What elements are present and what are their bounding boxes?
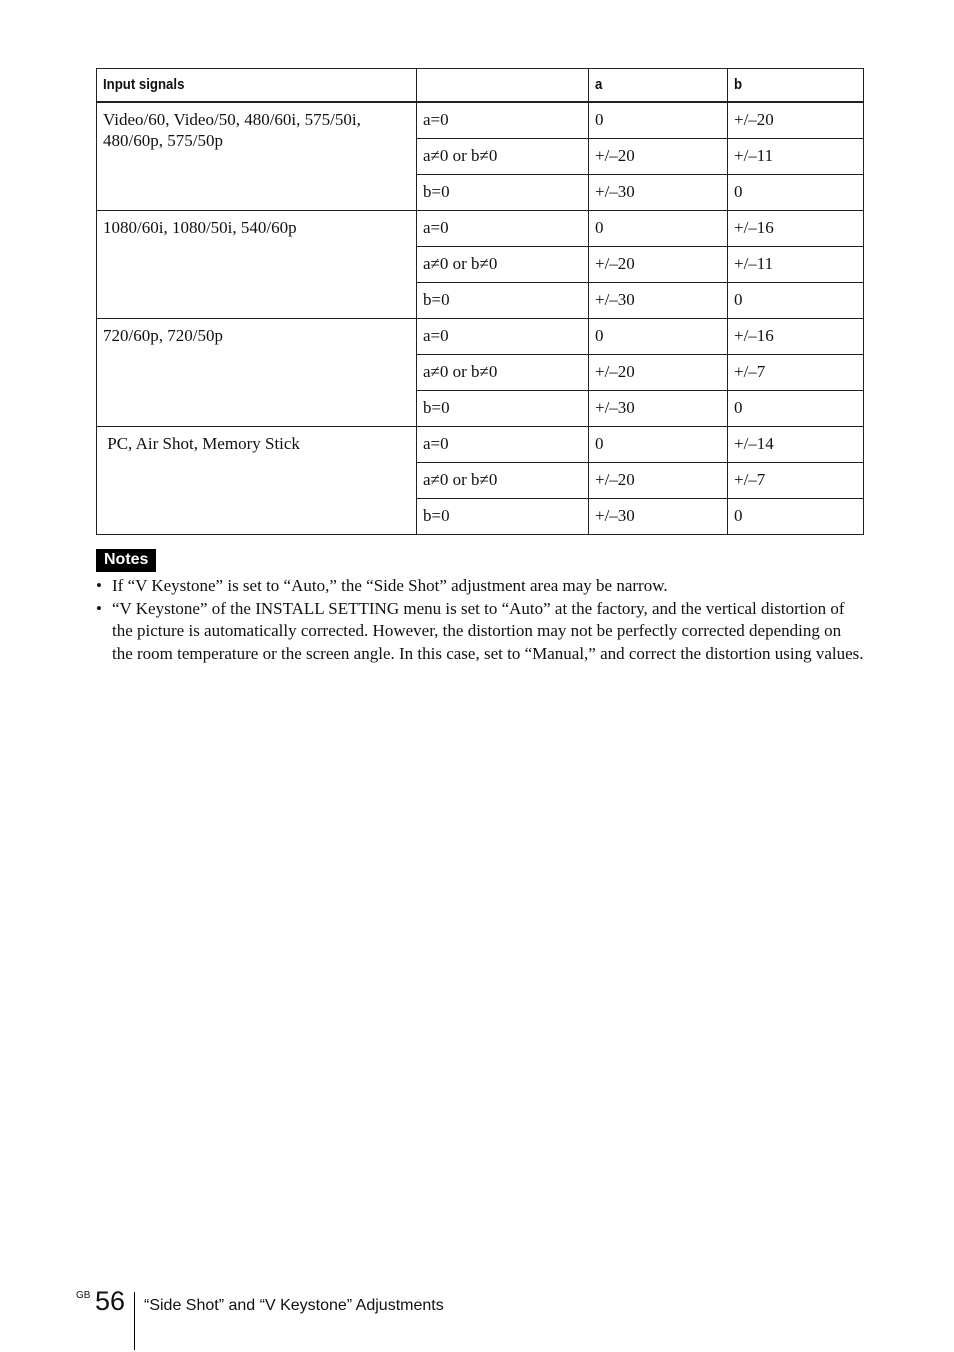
table-row (97, 102, 864, 139)
condition-cell: b=0 (417, 499, 589, 535)
value-a-cell: +/–30 (589, 499, 728, 535)
note-text: “V Keystone” of the INSTALL SETTING menu is set to “Auto” at the factory, and the vertical distortion of the picture is automatically corrected. However, the distortion may not be perfectly corrected depending on the room temperature or the screen angle. In this case, set to “Manual,” and correct the distortion using values. (112, 598, 864, 664)
value-b-cell: +/–7 (728, 463, 864, 499)
header-a: a (589, 69, 728, 103)
value-a-cell: 0 (589, 427, 728, 463)
condition-cell: a=0 (417, 319, 589, 355)
value-b-cell: +/–20 (728, 102, 864, 139)
value-b-cell: +/–11 (728, 247, 864, 283)
condition-cell: b=0 (417, 175, 589, 211)
condition-cell: b=0 (417, 391, 589, 427)
value-a-cell: +/–30 (589, 391, 728, 427)
list-item (96, 598, 866, 666)
table-header-row (97, 69, 864, 103)
condition-cell: a=0 (417, 102, 589, 139)
value-a-cell: 0 (589, 319, 728, 355)
value-b-cell: 0 (728, 499, 864, 535)
region-code: GB (76, 1290, 91, 1301)
condition-cell: a=0 (417, 427, 589, 463)
condition-cell: a≠0 or b≠0 (417, 139, 589, 175)
value-a-cell: +/–20 (589, 247, 728, 283)
value-a-cell: +/–20 (589, 139, 728, 175)
header-input-signals: Input signals (97, 69, 417, 103)
condition-cell: a≠0 or b≠0 (417, 463, 589, 499)
value-a-cell: +/–30 (589, 175, 728, 211)
table-row (97, 211, 864, 247)
input-signals-table (96, 68, 864, 535)
value-a-cell: +/–20 (589, 463, 728, 499)
value-b-cell: 0 (728, 283, 864, 319)
notes-list (96, 575, 866, 666)
value-b-cell: +/–16 (728, 319, 864, 355)
value-b-cell: +/–11 (728, 139, 864, 175)
signal-group-cell: 720/60p, 720/50p (97, 319, 417, 427)
notes-label: Notes (96, 549, 156, 572)
signal-group-cell: PC, Air Shot, Memory Stick (97, 427, 417, 535)
bullet-icon: • (96, 576, 102, 595)
value-b-cell: +/–14 (728, 427, 864, 463)
value-b-cell: 0 (728, 175, 864, 211)
condition-cell: a≠0 or b≠0 (417, 247, 589, 283)
section-title: “Side Shot” and “V Keystone” Adjustments (144, 1297, 444, 1314)
header-condition (417, 69, 589, 103)
value-a-cell: 0 (589, 102, 728, 139)
value-b-cell: 0 (728, 391, 864, 427)
bullet-icon: • (96, 598, 102, 618)
value-a-cell: +/–30 (589, 283, 728, 319)
signal-group-cell: 1080/60i, 1080/50i, 540/60p (97, 211, 417, 319)
value-a-cell: 0 (589, 211, 728, 247)
value-b-cell: +/–7 (728, 355, 864, 391)
header-b: b (728, 69, 864, 103)
condition-cell: b=0 (417, 283, 589, 319)
value-b-cell: +/–16 (728, 211, 864, 247)
signal-group-cell: Video/60, Video/50, 480/60i, 575/50i, 480/60p, 575/50p (97, 102, 417, 211)
condition-cell: a=0 (417, 211, 589, 247)
note-text: If “V Keystone” is set to “Auto,” the “Side Shot” adjustment area may be narrow. (112, 576, 668, 595)
page-number: 56 (95, 1286, 126, 1316)
table-row (97, 319, 864, 355)
footer-divider (134, 1292, 135, 1350)
list-item (96, 575, 866, 598)
table-row (97, 427, 864, 463)
condition-cell: a≠0 or b≠0 (417, 355, 589, 391)
value-a-cell: +/–20 (589, 355, 728, 391)
